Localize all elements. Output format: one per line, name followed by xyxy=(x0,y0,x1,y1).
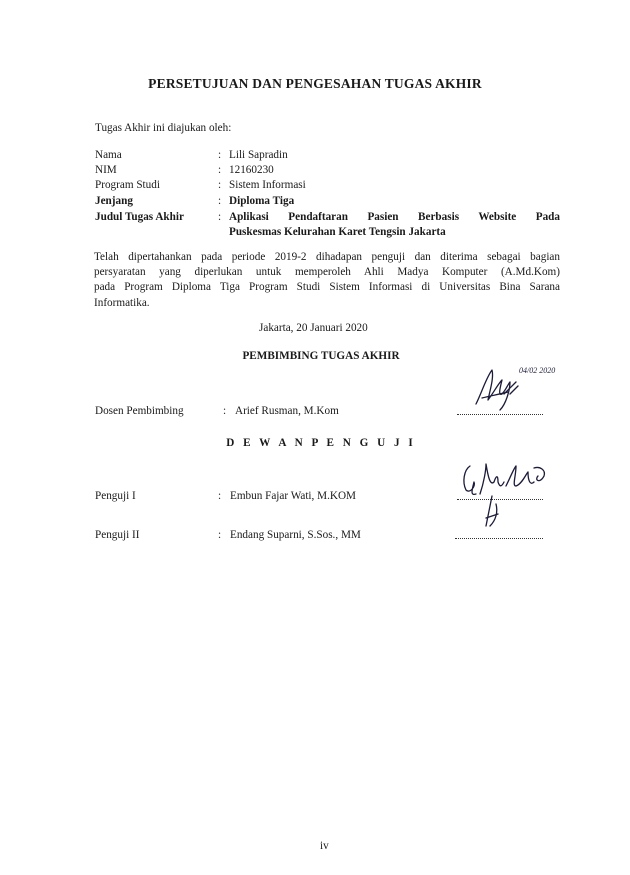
field-value-jenjang: Diploma Tiga xyxy=(229,195,295,207)
field-label-program-studi: Program Studi xyxy=(95,179,160,191)
field-colon: : xyxy=(218,179,222,191)
signature-penguji-1 xyxy=(456,456,556,534)
signature-line xyxy=(457,414,543,415)
signature-line xyxy=(455,538,543,539)
field-label-jenjang: Jenjang xyxy=(95,195,133,207)
pembimbing-name: Arief Rusman, M.Kom xyxy=(235,405,339,417)
dewan-heading: D E W A N P E N G U J I xyxy=(226,437,416,449)
intro-text: Tugas Akhir ini diajukan oleh: xyxy=(95,122,232,134)
field-colon: : xyxy=(218,164,222,176)
penguji-2-label: Penguji II xyxy=(95,529,140,541)
judul-line: Aplikasi Pendaftaran Pasien Berbasis Website Pada xyxy=(229,211,560,223)
paragraph-line: Informatika. xyxy=(94,296,150,309)
field-value-judul xyxy=(229,210,560,240)
field-label-judul: Judul Tugas Akhir xyxy=(95,211,184,223)
page-title: PERSETUJUAN DAN PENGESAHAN TUGAS AKHIR xyxy=(148,76,482,91)
place-date: Jakarta, 20 Januari 2020 xyxy=(259,322,368,334)
paragraph-line: persyaratan yang diperlukan untuk memperoleh Ahli Madya Komputer (A.Md.Kom) xyxy=(94,266,560,279)
field-value-program-studi: Sistem Informasi xyxy=(229,179,306,191)
field-value-nama: Lili Sapradin xyxy=(229,149,288,161)
field-colon: : xyxy=(218,195,222,207)
field-value-nim: 12160230 xyxy=(229,164,274,176)
pembimbing-heading: PEMBIMBING TUGAS AKHIR xyxy=(242,350,400,362)
penguji-1-label: Penguji I xyxy=(95,490,136,502)
field-label-nim: NIM xyxy=(95,164,117,176)
signature-date: 04/02 2020 xyxy=(519,366,556,375)
approval-paragraph xyxy=(94,250,560,311)
penguji-2-name: Endang Suparni, S.Sos., MM xyxy=(230,529,361,541)
judul-line: Puskesmas Kelurahan Karet Tengsin Jakarta xyxy=(229,226,446,238)
field-colon: : xyxy=(218,149,222,161)
field-colon: : xyxy=(218,211,222,223)
paragraph-line: Telah dipertahankan pada periode 2019-2 dihadapan penguji dan diterima sebagai bagian xyxy=(94,251,560,263)
paragraph-line: pada Program Diploma Tiga Program Studi Sistem Informasi di Universitas Bina Sarana xyxy=(94,281,560,294)
page-number: iv xyxy=(320,840,329,852)
field-label-nama: Nama xyxy=(95,149,122,161)
field-colon: : xyxy=(218,490,222,502)
field-colon: : xyxy=(218,529,222,541)
field-colon: : xyxy=(223,405,227,417)
pembimbing-label: Dosen Pembimbing xyxy=(95,405,184,417)
penguji-1-name: Embun Fajar Wati, M.KOM xyxy=(230,490,356,502)
